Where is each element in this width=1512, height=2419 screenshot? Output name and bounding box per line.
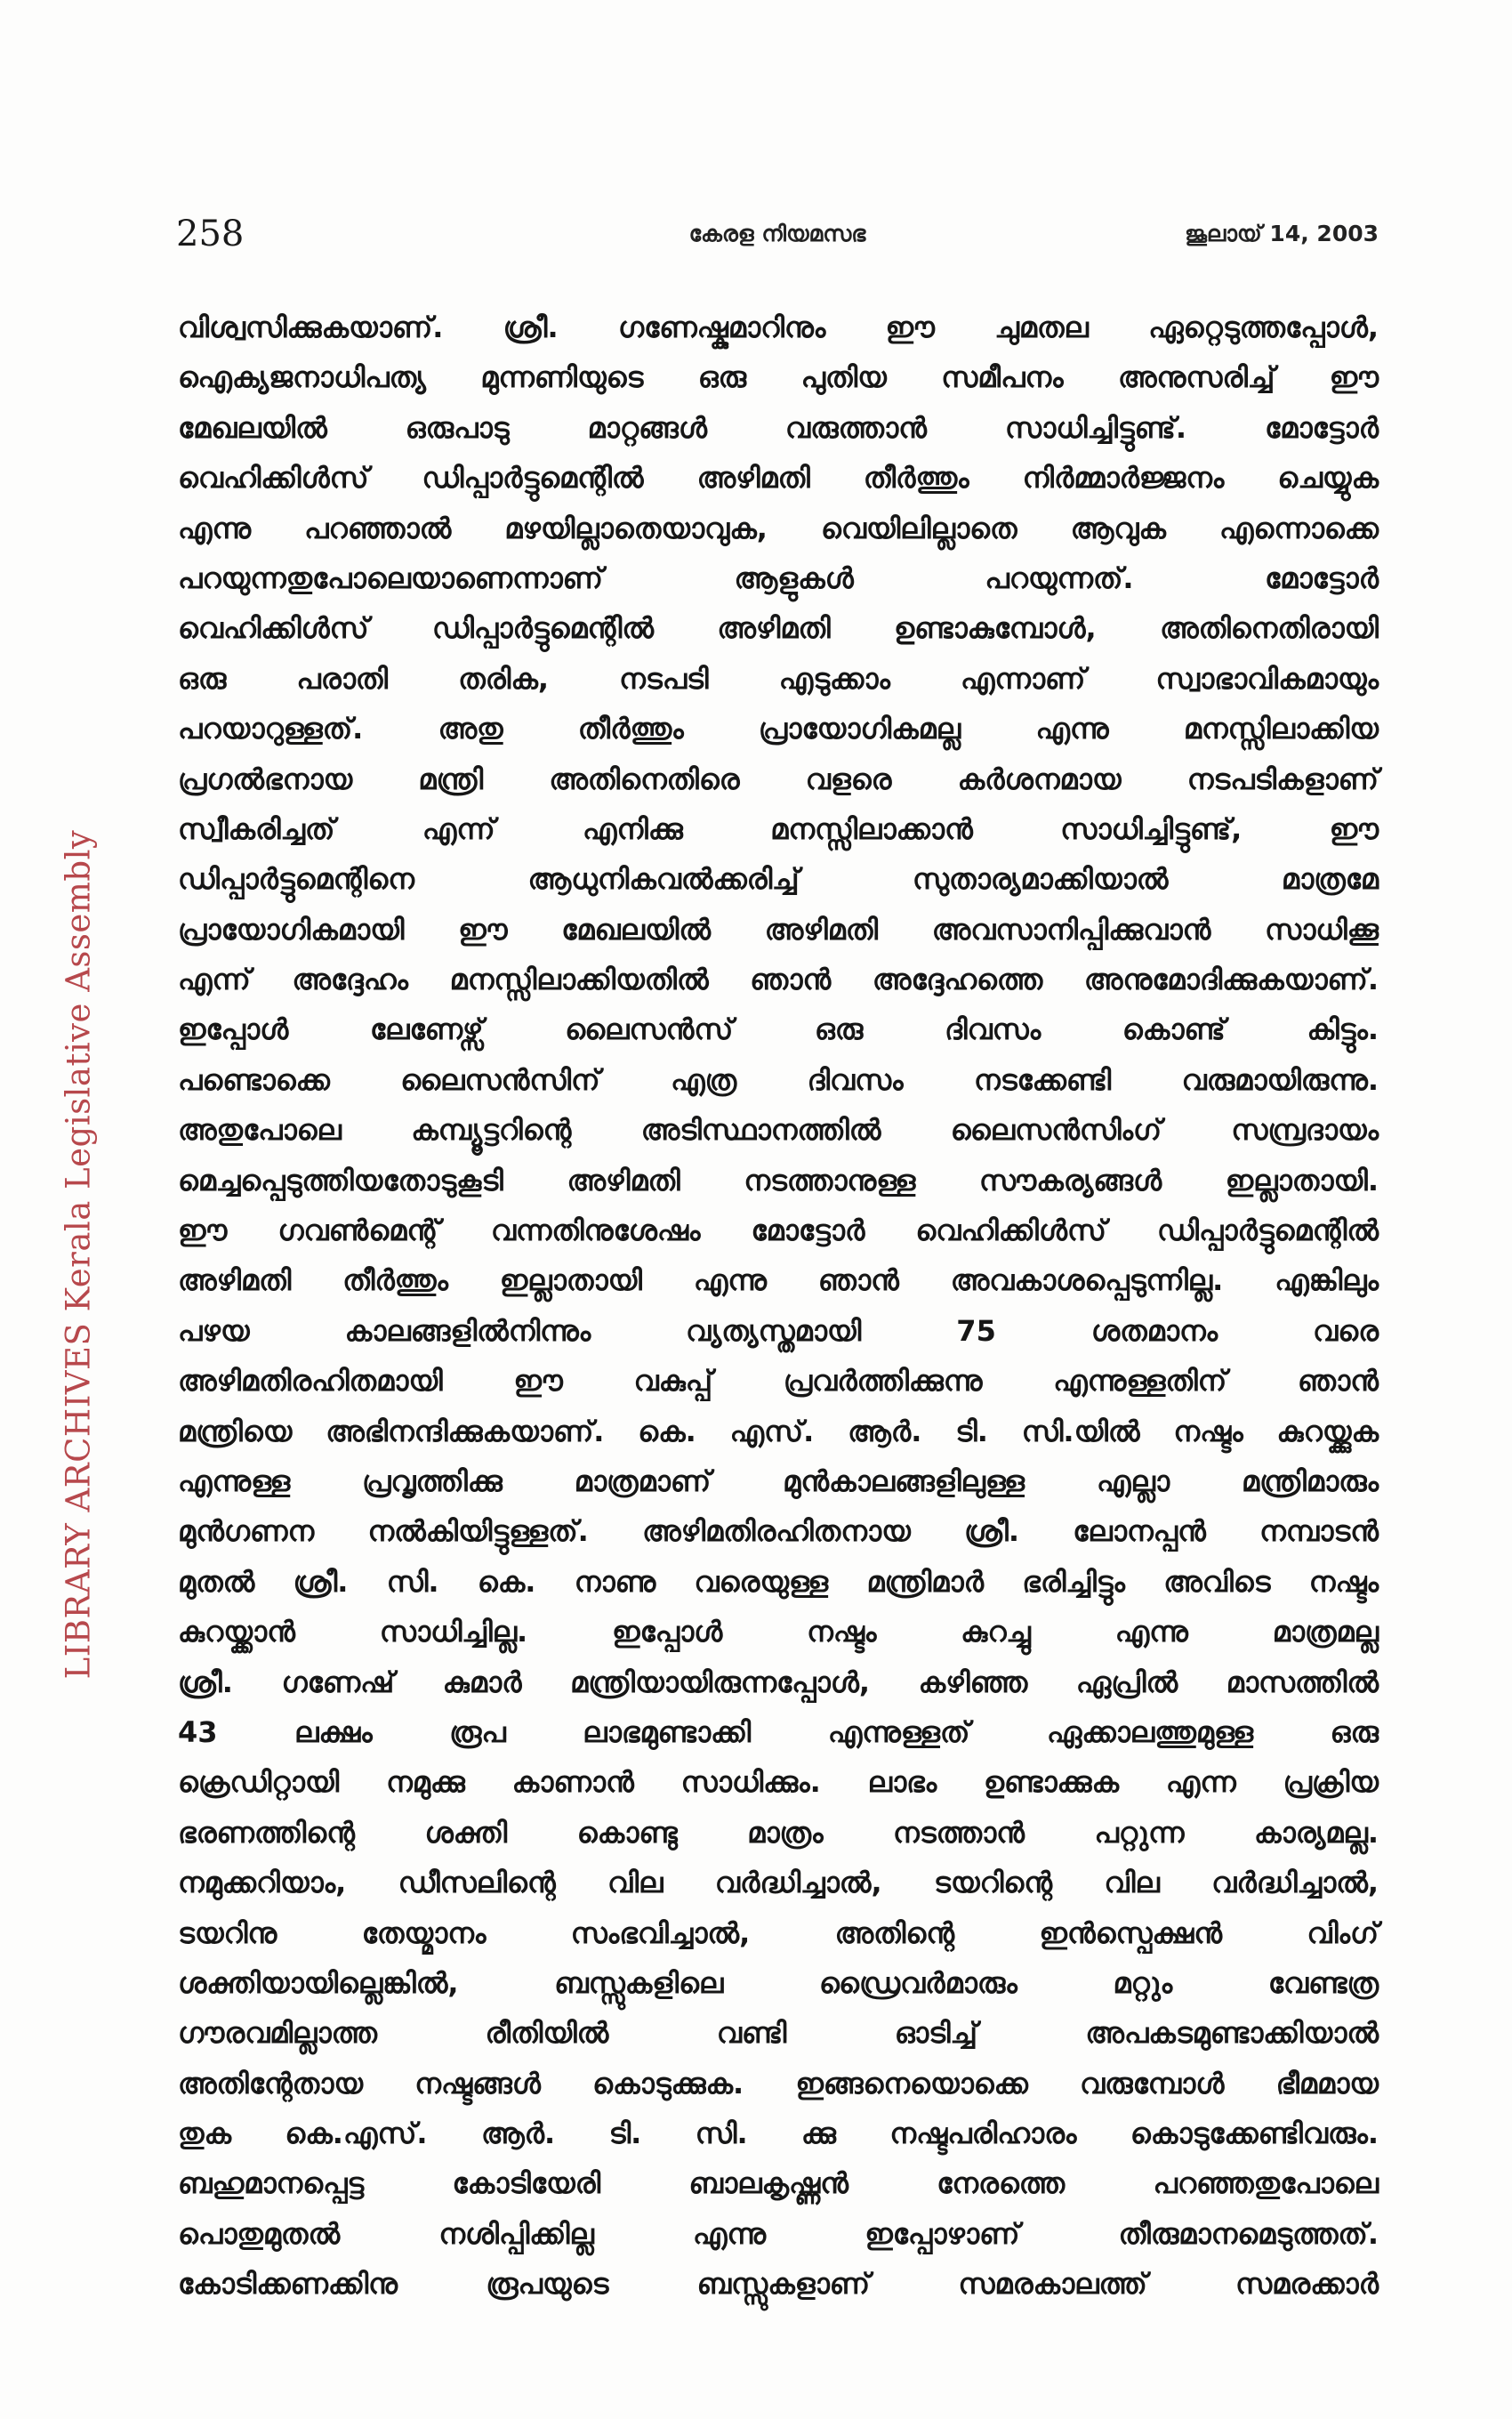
text-line: ഈ ഗവൺമെന്റ് വന്നതിനുശേഷം മോട്ടോർ വെഹിക്കിൾസ് ഡിപ്പാർട്ടുമെന്റിൽ [178,1214,1379,1248]
text-line: പറയാറുള്ളത്. അതു തീർത്തും പ്രായോഗികമല്ല എന്നു മനസ്സിലാക്കിയ [178,712,1379,746]
running-title: കേരള നിയമസഭ [688,221,866,246]
text-line: ഒരു പരാതി തരിക, നടപടി എടുക്കാം എന്നാണ് സ്വാഭാവികമായും [178,661,1379,696]
text-line: കുറയ്ക്കാൻ സാധിച്ചില്ല. ഇപ്പോൾ നഷ്ടം കുറച്ചു എന്നു മാത്രമല്ല [178,1615,1379,1649]
text-line: എന്ന് അദ്ദേഹം മനസ്സിലാക്കിയതിൽ ഞാൻ അദ്ദേഹത്തെ അനുമോദിക്കുകയാണ്. [178,963,1379,997]
text-line: വിശ്വസിക്കുകയാണ്. ശ്രീ. ഗണേഷ്കുമാറിനും ഈ ചുമതല ഏറ്റെടുത്തപ്പോൾ, [178,310,1379,344]
text-line: ഭരണത്തിന്റെ ശക്തി കൊണ്ടു മാത്രം നടത്താൻ പറ്റുന്ന കാര്യമല്ല. [178,1815,1379,1850]
text-line: ശ്രീ. ഗണേഷ് കുമാർ മന്ത്രിയായിരുന്നപ്പോൾ, കഴിഞ്ഞ ഏപ്രിൽ മാസത്തിൽ [178,1665,1379,1699]
text-line: വെഹിക്കിൾസ് ഡിപ്പാർട്ടുമെന്റിൽ അഴിമതി തീർത്തും നിർമ്മാർജ്ജനം ചെയ്യുക [178,461,1379,496]
text-line: ഗൗരവമില്ലാത്ത രീതിയിൽ വണ്ടി ഓടിച്ച് അപകടമുണ്ടാക്കിയാൽ [178,2016,1379,2051]
text-line: മന്ത്രിയെ അഭിനന്ദിക്കുകയാണ്. കെ. എസ്. ആർ. ടി. സി.യിൽ നഷ്ടം കുറയ്ക്കുക [178,1414,1379,1448]
text-line: കോടിക്കണക്കിനു രൂപയുടെ ബസ്സുകളാണ് സമരകാലത്ത് സമരക്കാർ [178,2267,1379,2302]
text-line: തുക കെ.എസ്. ആർ. ടി. സി. ക്കു നഷ്ടപരിഹാരം കൊടുക്കേണ്ടിവരും. [178,2117,1379,2151]
text-line: പ്രഗൽഭനായ മന്ത്രി അതിനെതിരെ വളരെ കർശനമായ നടപടികളാണ് [178,762,1379,796]
text-line: ഡിപ്പാർട്ടുമെന്റിനെ ആധുനികവൽക്കരിച്ച് സുതാര്യമാക്കിയാൽ മാത്രമേ [178,862,1379,897]
page-number: 258 [176,214,245,254]
text-line: മുൻഗണന നൽകിയിട്ടുള്ളത്. അഴിമതിരഹിതനായ ശ്രീ. ലോനപ്പൻ നമ്പാടൻ [178,1514,1379,1549]
text-line: വെഹിക്കിൾസ് ഡിപ്പാർട്ടുമെന്റിൽ അഴിമതി ഉണ്ടാകുമ്പോൾ, അതിനെതിരായി [178,611,1379,646]
text-line: പഴയ കാലങ്ങളിൽനിന്നും വ്യത്യസ്തമായി 75 ശതമാനം വരെ [178,1313,1379,1348]
text-line: അതുപോലെ കമ്പ്യൂട്ടറിന്റെ അടിസ്ഥാനത്തിൽ ലൈസൻസിംഗ് സമ്പ്രദായം [178,1113,1379,1148]
text-line: നമുക്കറിയാം, ഡീസലിന്റെ വില വർദ്ധിച്ചാൽ, ടയറിന്റെ വില വർദ്ധിച്ചാൽ, [178,1866,1379,1900]
text-line: അതിന്റേതായ നഷ്ടങ്ങൾ കൊടുക്കുക. ഇങ്ങനെയൊക്കെ വരുമ്പോൾ ഭീമമായ [178,2066,1379,2100]
text-line: 43 ലക്ഷം രൂപ ലാഭമുണ്ടാക്കി എന്നുള്ളത് ഏക്കാലത്തുമുള്ള ഒരു [178,1714,1379,1749]
text-line: സ്വീകരിച്ചത് എന്ന് എനിക്കു മനസ്സിലാക്കാൻ സാധിച്ചിട്ടുണ്ട്, ഈ [178,811,1379,846]
text-line: പറയുന്നതുപോലെയാണെന്നാണ് ആളുകൾ പറയുന്നത്. മോട്ടോർ [178,560,1379,595]
text-line: മേഖലയിൽ ഒരുപാടു മാറ്റങ്ങൾ വരുത്താൻ സാധിച്ചിട്ടുണ്ട്. മോട്ടോർ [178,410,1379,445]
text-line: ടയറിനു തേയ്മാനം സംഭവിച്ചാൽ, അതിന്റെ ഇൻസ്പെക്ഷൻ വിംഗ് [178,1915,1379,1950]
text-line: ശക്തിയായില്ലെങ്കിൽ, ബസ്സുകളിലെ ഡ്രൈവർമാരും മറ്റും വേണ്ടത്ര [178,1965,1379,2000]
text-line: മുതൽ ശ്രീ. സി. കെ. നാണു വരെയുള്ള മന്ത്രിമാർ ഭരിച്ചിട്ടും അവിടെ നഷ്ടം [178,1564,1379,1599]
text-line: ഐക്യജനാധിപത്യ മുന്നണിയുടെ ഒരു പുതിയ സമീപനം അനുസരിച്ച് ഈ [178,360,1379,395]
text-line: പ്രായോഗികമായി ഈ മേഖലയിൽ അഴിമതി അവസാനിപ്പിക്കുവാൻ സാധിക്കൂ [178,912,1379,947]
text-line: അഴിമതി തീർത്തും ഇല്ലാതായി എന്നു ഞാൻ അവകാശപ്പെടുന്നില്ല. എങ്കിലും [178,1263,1379,1298]
text-line: പൊതുമുതൽ നശിപ്പിക്കില്ല എന്നു ഇപ്പോഴാണ് തീരുമാനമെടുത്തത്. [178,2216,1379,2251]
header-date: ജൂലായ് 14, 2003 [1185,221,1379,246]
page-header [176,214,1379,267]
text-line: എന്നുള്ള പ്രവൃത്തിക്കു മാത്രമാണ് മുൻകാലങ്ങളിലുള്ള എല്ലാ മന്ത്രിമാരും [178,1463,1379,1498]
text-line: പണ്ടൊക്കെ ലൈസൻസിന് എത്ര ദിവസം നടക്കേണ്ടി വരുമായിരുന്നു. [178,1062,1379,1097]
body-text [178,302,1379,2310]
text-line: ഇപ്പോൾ ലേണേഴ്സ് ലൈസൻസ് ഒരു ദിവസം കൊണ്ട് കിട്ടും. [178,1012,1379,1047]
archive-watermark: LIBRARY ARCHIVES Kerala Legislative Assembly [59,829,98,1680]
text-line: ബഹുമാനപ്പെട്ട കോടിയേരി ബാലകൃഷ്ണൻ നേരത്തെ പറഞ്ഞതുപോലെ [178,2166,1379,2201]
text-line: മെച്ചപ്പെടുത്തിയതോടുകൂടി അഴിമതി നടത്താനുള്ള സൗകര്യങ്ങൾ ഇല്ലാതായി. [178,1163,1379,1197]
text-line: അഴിമതിരഹിതമായി ഈ വകുപ്പ് പ്രവർത്തിക്കുന്നു എന്നുള്ളതിന് ഞാൻ [178,1364,1379,1399]
text-line: എന്നു പറഞ്ഞാൽ മഴയില്ലാതെയാവുക, വെയിലില്ലാതെ ആവുക എന്നൊക്കെ [178,511,1379,545]
text-line: ക്രെഡിറ്റായി നമുക്കു കാണാൻ സാധിക്കും. ലാഭം ഉണ്ടാക്കുക എന്ന പ്രക്രിയ [178,1765,1379,1800]
